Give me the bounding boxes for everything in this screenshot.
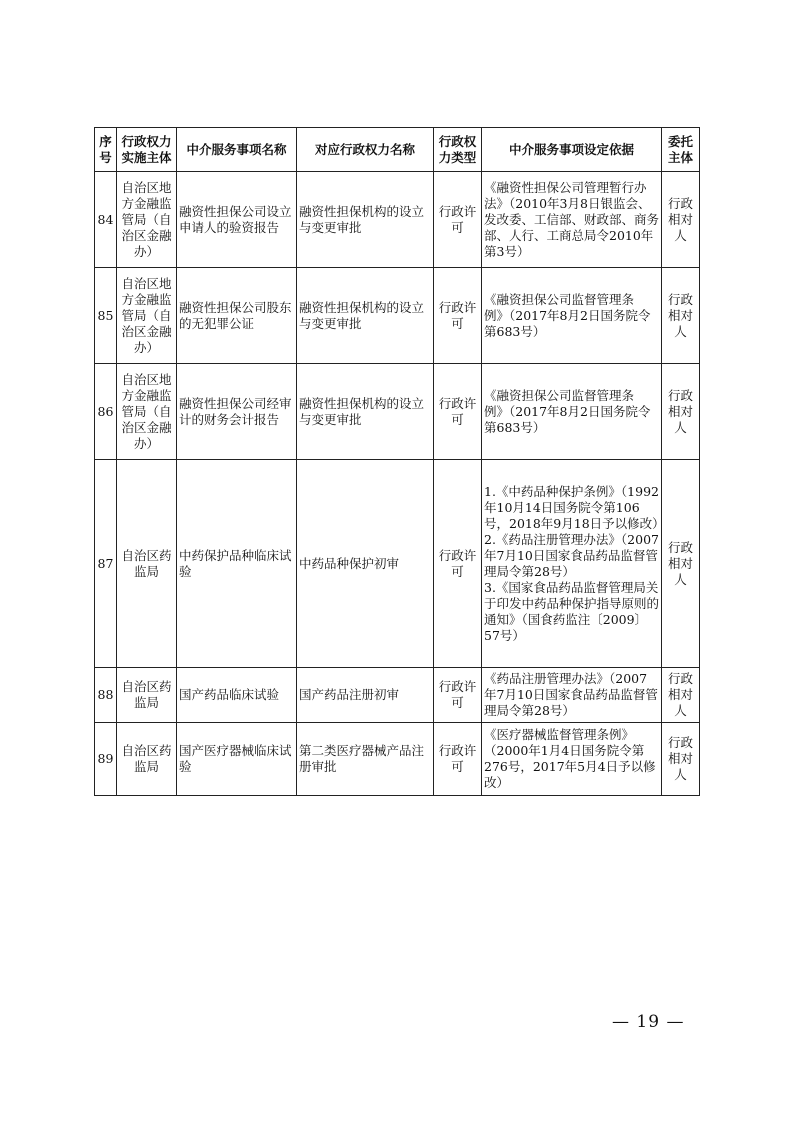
header-power-type: 行政权力类型 — [434, 128, 482, 172]
page-number: — 19 — — [612, 1012, 685, 1032]
row-basis — [482, 460, 665, 668]
row-entrust: 行政相对人 — [662, 460, 700, 668]
basis-item: 《融资担保公司监督管理条例》（2017年8月2日国务院令第683号） — [484, 387, 651, 435]
row-service: 融资性担保公司经审计的财务会计报告 — [177, 364, 297, 460]
row-subject: 自治区药监局 — [117, 668, 177, 723]
basis-item: 《医疗器械监督管理条例》（2000年1月4日国务院令第276号，2017年5月4日予以修改） — [484, 727, 656, 790]
basis-item: 1.《中药品种保护条例》（1992年10月14日国务院令第106号，2018年9月18日予以修改） — [484, 483, 665, 531]
header-power: 对应行政权力名称 — [297, 128, 434, 172]
row-number: 88 — [95, 668, 117, 723]
row-basis — [482, 668, 662, 723]
basis-item: 《融资担保公司监督管理条例》（2017年8月2日国务院令第683号） — [484, 291, 651, 339]
row-number: 84 — [95, 172, 117, 268]
row-power: 融资性担保机构的设立与变更审批 — [297, 172, 434, 268]
header-basis: 中介服务事项设定依据 — [482, 128, 662, 172]
row-power: 中药品种保护初审 — [297, 460, 434, 668]
row-entrust: 行政相对人 — [662, 172, 700, 268]
row-basis — [482, 723, 662, 796]
header-service: 中介服务事项名称 — [177, 128, 297, 172]
row-power: 第二类医疗器械产品注册审批 — [297, 723, 434, 796]
row-power-type: 行政许可 — [434, 668, 482, 723]
header-no: 序号 — [95, 128, 117, 172]
header-entrust: 委托主体 — [662, 128, 700, 172]
row-subject: 自治区地方金融监管局（自治区金融办） — [117, 364, 177, 460]
row-power: 融资性担保机构的设立与变更审批 — [297, 364, 434, 460]
row-power-type: 行政许可 — [434, 364, 482, 460]
row-power-type: 行政许可 — [434, 268, 482, 364]
basis-item: 《融资性担保公司管理暂行办法》（2010年3月8日银监会、发改委、工信部、财政部、商务部、人行、工商总局令2010年第3号） — [484, 179, 660, 259]
basis-item: 3.《国家食品药品监督管理局关于印发中药品种保护指导原则的通知》（国食药监注〔2009〕57号） — [484, 579, 660, 643]
row-subject: 自治区地方金融监管局（自治区金融办） — [117, 172, 177, 268]
row-number: 85 — [95, 268, 117, 364]
row-subject: 自治区地方金融监管局（自治区金融办） — [117, 268, 177, 364]
table-row — [95, 668, 700, 723]
row-service: 融资性担保公司设立申请人的验资报告 — [177, 172, 297, 268]
row-number: 86 — [95, 364, 117, 460]
row-power: 国产药品注册初审 — [297, 668, 434, 723]
row-service: 融资性担保公司股东的无犯罪公证 — [177, 268, 297, 364]
row-power-type: 行政许可 — [434, 460, 482, 668]
row-entrust: 行政相对人 — [662, 668, 700, 723]
basis-item: 《药品注册管理办法》（2007年7月10日国家食品药品监督管理局令第28号） — [484, 671, 658, 718]
header-subject: 行政权力实施主体 — [117, 128, 177, 172]
row-entrust: 行政相对人 — [662, 723, 700, 796]
row-power-type: 行政许可 — [434, 723, 482, 796]
row-power-type: 行政许可 — [434, 172, 482, 268]
row-entrust: 行政相对人 — [662, 364, 700, 460]
table-row — [95, 268, 700, 364]
row-entrust: 行政相对人 — [662, 268, 700, 364]
row-service: 中药保护品种临床试验 — [177, 460, 297, 668]
row-basis — [482, 268, 662, 364]
basis-item: 2.《药品注册管理办法》（2007年7月10日国家食品药品监督管理局令第28号） — [484, 531, 659, 579]
row-service: 国产药品临床试验 — [177, 668, 297, 723]
row-power: 融资性担保机构的设立与变更审批 — [297, 268, 434, 364]
table-row — [95, 364, 700, 460]
table-header-row — [95, 128, 700, 172]
table-row — [95, 172, 700, 268]
row-basis — [482, 364, 662, 460]
row-number: 87 — [95, 460, 117, 668]
row-number: 89 — [95, 723, 117, 796]
table-row — [95, 460, 700, 668]
table-row — [95, 723, 700, 796]
service-items-table — [94, 127, 700, 796]
row-basis — [482, 172, 662, 268]
row-subject: 自治区药监局 — [117, 723, 177, 796]
row-service: 国产医疗器械临床试验 — [177, 723, 297, 796]
row-subject: 自治区药监局 — [117, 460, 177, 668]
